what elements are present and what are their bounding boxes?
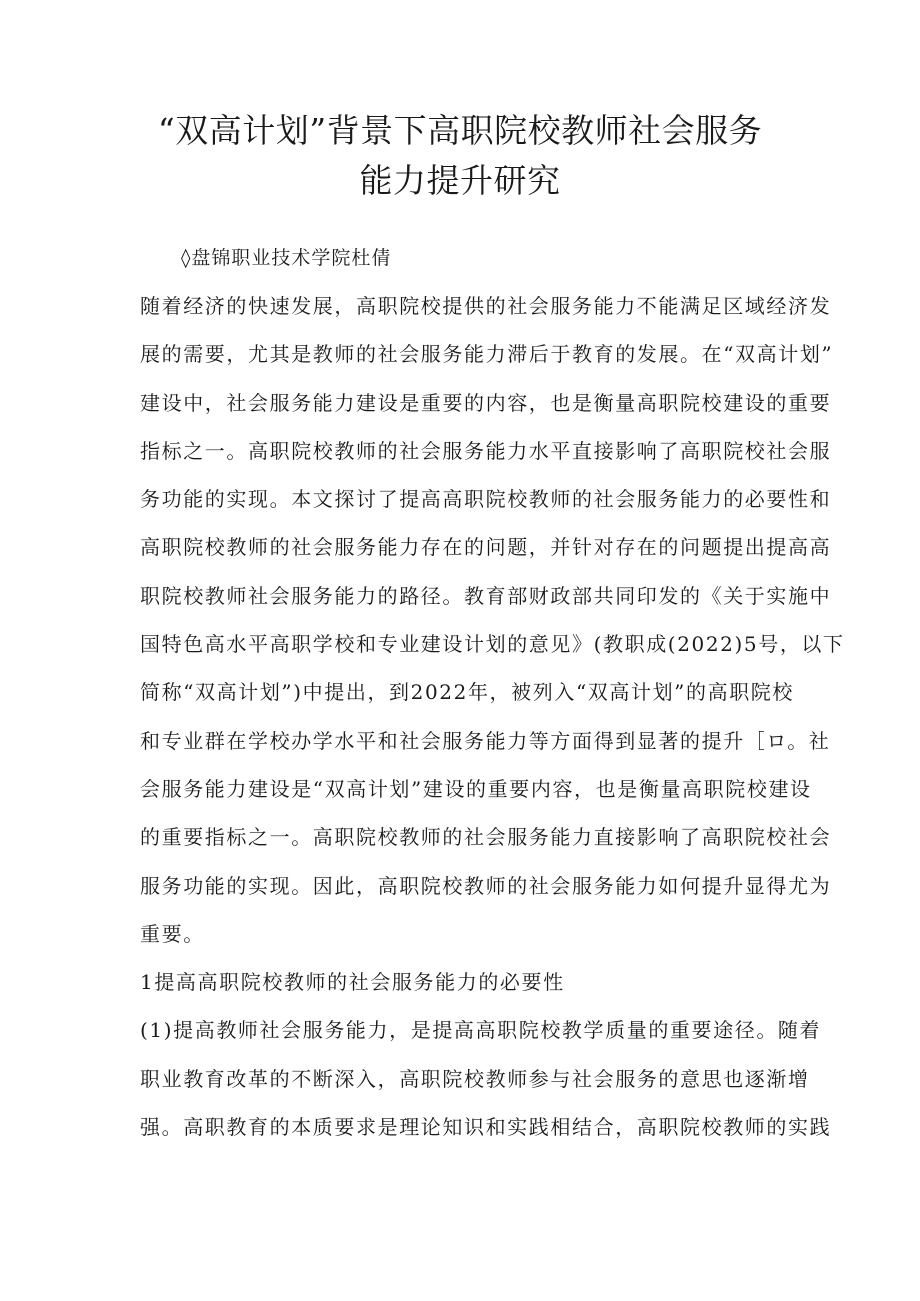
document-title <box>0 106 920 206</box>
body-line: 随着经济的快速发展，高职院校提供的社会服务能力不能满足区域经济发 <box>140 294 832 318</box>
title-line-1: “双高计划”背景下高职院校教师社会服务 <box>157 111 763 150</box>
body-line: 高职院校教师的社会服务能力存在的问题，并针对存在的问题提出提高高 <box>140 535 832 560</box>
body-text <box>140 288 845 1157</box>
section-heading: 1提高高职院校教师的社会服务能力的必要性 <box>140 970 565 995</box>
body-line: 展的需要，尤其是教师的社会服务能力滞后于教育的发展。在“双高计划” <box>140 342 834 367</box>
body-line: 重要。 <box>140 921 205 946</box>
body-line: 会服务能力建设是“双高计划”建设的重要内容，也是衡量高职院校建设 <box>140 776 812 801</box>
body-line: 职院校教师社会服务能力的路径。教育部财政部共同印发的《关于实施中 <box>140 583 832 608</box>
body-line: 简称“双高计划”)中提出，到2022年，被列入“双高计划”的高职院校 <box>140 680 794 705</box>
body-line: 强。高职教育的本质要求是理论知识和实践相结合，高职院校教师的实践 <box>140 1115 832 1140</box>
body-line: 职业教育改革的不断深入，高职院校教师参与社会服务的意思也逐渐增 <box>140 1066 810 1091</box>
body-line: 建设中，社会服务能力建设是重要的内容，也是衡量高职院校建设的重要 <box>140 390 832 415</box>
body-line: (1)提高教师社会服务能力，是提高高职院校教学质量的重要途径。随着 <box>140 1018 822 1043</box>
title-line-2: 能力提升研究 <box>359 161 561 200</box>
body-line: 服务功能的实现。因此，高职院校教师的社会服务能力如何提升显得尤为 <box>140 873 832 898</box>
author-line: ◊盘锦职业技术学院杜倩 <box>181 247 392 269</box>
body-line: 务功能的实现。本文探讨了提高高职院校教师的社会服务能力的必要性和 <box>140 487 832 512</box>
body-line: 指标之一。高职院校教师的社会服务能力水平直接影响了高职院校社会服 <box>140 438 832 463</box>
body-line: 和专业群在学校办学水平和社会服务能力等方面得到显著的提升［ロ。社 <box>140 728 831 753</box>
body-line: 国特色高水平高职学校和专业建设计划的意见》(教职成(2022)5号，以下 <box>140 632 845 657</box>
body-line: 的重要指标之一。高职院校教师的社会服务能力直接影响了高职院校社会 <box>140 825 832 850</box>
